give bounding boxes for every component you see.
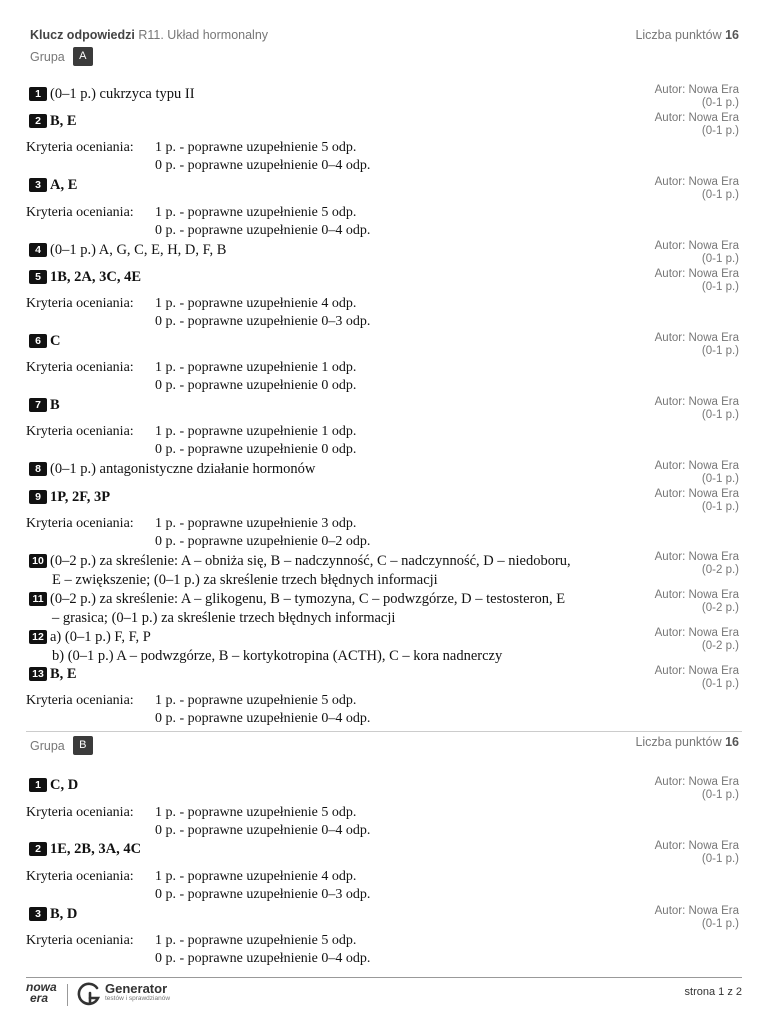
group-b-header bbox=[30, 736, 93, 755]
question-number: 12 bbox=[29, 630, 47, 644]
answer-continued: E – zwiększenie; (0–1 p.) za skreślenie trzech błędnych informacji bbox=[52, 572, 438, 588]
answer: C, D bbox=[50, 777, 79, 793]
question-number: 2 bbox=[29, 842, 47, 856]
question-a10 bbox=[29, 552, 571, 590]
group-badge: A bbox=[73, 47, 93, 66]
author-a6: Autor: Nowa Era (0-1 p.) bbox=[654, 332, 739, 357]
group-label: Grupa bbox=[30, 49, 65, 64]
answer: 1E, 2B, 3A, 4C bbox=[50, 841, 142, 857]
question-number: 9 bbox=[29, 490, 47, 504]
author-b2: Autor: Nowa Era (0-1 p.) bbox=[654, 840, 739, 865]
question-number: 1 bbox=[29, 87, 47, 101]
question-a3 bbox=[29, 177, 77, 194]
answer: B, E bbox=[50, 113, 77, 129]
author-b1: Autor: Nowa Era (0-1 p.) bbox=[654, 776, 739, 801]
question-number: 6 bbox=[29, 334, 47, 348]
question-number: 11 bbox=[29, 592, 47, 606]
nowa-era-logo: nowa era bbox=[26, 980, 57, 1005]
criteria-a3: Kryteria oceniania: 1 p. - poprawne uzupełnienie 5 odp. 0 p. - poprawne uzupełnienie 0–4 odp. bbox=[26, 205, 371, 238]
question-number: 8 bbox=[29, 462, 47, 476]
author-a3: Autor: Nowa Era (0-1 p.) bbox=[654, 176, 739, 201]
author-a2: Autor: Nowa Era (0-1 p.) bbox=[654, 112, 739, 137]
author-a1: Autor: Nowa Era (0-1 p.) bbox=[654, 84, 739, 109]
answer-continued: – grasica; (0–1 p.) za skreślenie trzech błędnych informacji bbox=[52, 610, 396, 626]
author-a5: Autor: Nowa Era (0-1 p.) bbox=[654, 268, 739, 293]
group-b-points: Liczba punktów 16 bbox=[635, 735, 739, 749]
question-number: 4 bbox=[29, 243, 47, 257]
answer: A, E bbox=[50, 177, 78, 193]
question-a12 bbox=[29, 628, 502, 666]
question-b2 bbox=[29, 841, 141, 858]
answer: 1B, 2A, 3C, 4E bbox=[50, 269, 142, 285]
page-number: strona 1 z 2 bbox=[684, 986, 742, 998]
author-a8: Autor: Nowa Era (0-1 p.) bbox=[654, 460, 739, 485]
author-b3: Autor: Nowa Era (0-1 p.) bbox=[654, 905, 739, 930]
author-a4: Autor: Nowa Era (0-1 p.) bbox=[654, 240, 739, 265]
question-a4 bbox=[29, 242, 226, 259]
author-a10: Autor: Nowa Era (0-2 p.) bbox=[654, 551, 739, 576]
criteria-a7: Kryteria oceniania: 1 p. - poprawne uzupełnienie 1 odp. 0 p. - poprawne uzupełnienie 0 odp. bbox=[26, 424, 357, 457]
question-a2 bbox=[29, 113, 77, 130]
answer: B bbox=[50, 397, 60, 413]
answer: (0–1 p.) cukrzyca typu II bbox=[50, 86, 195, 102]
criteria-a5: Kryteria oceniania: 1 p. - poprawne uzupełnienie 4 odp. 0 p. - poprawne uzupełnienie 0–3 odp. bbox=[26, 296, 371, 329]
generator-g-icon bbox=[77, 982, 101, 1006]
criteria-a2: Kryteria oceniania: 1 p. - poprawne uzupełnienie 5 odp. 0 p. - poprawne uzupełnienie 0–4 odp. bbox=[26, 140, 371, 173]
answer: 1P, 2F, 3P bbox=[50, 489, 111, 505]
question-number: 1 bbox=[29, 778, 47, 792]
answer: (0–1 p.) A, G, C, E, H, D, F, B bbox=[50, 242, 227, 258]
footer-divider bbox=[26, 977, 742, 978]
question-a6 bbox=[29, 333, 60, 350]
group-badge: B bbox=[73, 736, 93, 755]
answer: B, E bbox=[50, 666, 77, 682]
group-a-header bbox=[30, 47, 93, 66]
answer: (0–2 p.) za skreślenie: A – obniża się, B – nadczynność, C – nadczynność, D – niedoboru, bbox=[50, 553, 571, 569]
generator-logo: Generator testów i sprawdzianów bbox=[77, 982, 170, 1006]
author-a7: Autor: Nowa Era (0-1 p.) bbox=[654, 396, 739, 421]
question-number: 7 bbox=[29, 398, 47, 412]
author-a12: Autor: Nowa Era (0-2 p.) bbox=[654, 627, 739, 652]
criteria-a13: Kryteria oceniania: 1 p. - poprawne uzupełnienie 5 odp. 0 p. - poprawne uzupełnienie 0–4 odp. bbox=[26, 693, 371, 726]
question-number: 3 bbox=[29, 178, 47, 192]
author-a9: Autor: Nowa Era (0-1 p.) bbox=[654, 488, 739, 513]
chapter-title: R11. Układ hormonalny bbox=[138, 28, 269, 42]
criteria-b1: Kryteria oceniania: 1 p. - poprawne uzupełnienie 5 odp. 0 p. - poprawne uzupełnienie 0–4 odp. bbox=[26, 805, 371, 838]
question-number: 2 bbox=[29, 114, 47, 128]
document-title bbox=[30, 28, 268, 42]
criteria-b3: Kryteria oceniania: 1 p. - poprawne uzupełnienie 5 odp. 0 p. - poprawne uzupełnienie 0–4 odp. bbox=[26, 933, 371, 966]
question-a5 bbox=[29, 269, 141, 286]
criteria-b2: Kryteria oceniania: 1 p. - poprawne uzupełnienie 4 odp. 0 p. - poprawne uzupełnienie 0–3 odp. bbox=[26, 869, 371, 902]
question-b3 bbox=[29, 906, 77, 923]
answer: (0–2 p.) za skreślenie: A – glikogenu, B – tymozyna, C – podwzgórze, D – testosteron, E bbox=[50, 591, 566, 607]
answer-key-label: Klucz odpowiedzi bbox=[30, 28, 135, 42]
logo-divider bbox=[67, 984, 68, 1006]
question-b1 bbox=[29, 777, 78, 794]
answer: (0–1 p.) antagonistyczne działanie hormonów bbox=[50, 461, 316, 477]
total-points: Liczba punktów 16 bbox=[635, 28, 739, 42]
question-number: 13 bbox=[29, 667, 47, 681]
answer: a) (0–1 p.) F, F, P bbox=[50, 629, 151, 645]
author-a11: Autor: Nowa Era (0-2 p.) bbox=[654, 589, 739, 614]
answer-continued: b) (0–1 p.) A – podwzgórze, B – kortykotropina (ACTH), C – kora nadnerczy bbox=[52, 648, 503, 664]
group-label: Grupa bbox=[30, 738, 65, 753]
question-a11 bbox=[29, 590, 565, 628]
criteria-a6: Kryteria oceniania: 1 p. - poprawne uzupełnienie 1 odp. 0 p. - poprawne uzupełnienie 0 odp. bbox=[26, 360, 357, 393]
answer: B, D bbox=[50, 906, 78, 922]
question-a7 bbox=[29, 397, 60, 414]
question-a8 bbox=[29, 461, 315, 478]
question-a1 bbox=[29, 86, 195, 103]
author-a13: Autor: Nowa Era (0-1 p.) bbox=[654, 665, 739, 690]
question-number: 5 bbox=[29, 270, 47, 284]
question-a9 bbox=[29, 489, 110, 506]
group-separator bbox=[26, 731, 742, 732]
question-a13 bbox=[29, 666, 77, 683]
question-number: 3 bbox=[29, 907, 47, 921]
question-number: 10 bbox=[29, 554, 47, 568]
answer: C bbox=[50, 333, 61, 349]
criteria-a9: Kryteria oceniania: 1 p. - poprawne uzupełnienie 3 odp. 0 p. - poprawne uzupełnienie 0–2 odp. bbox=[26, 516, 371, 549]
